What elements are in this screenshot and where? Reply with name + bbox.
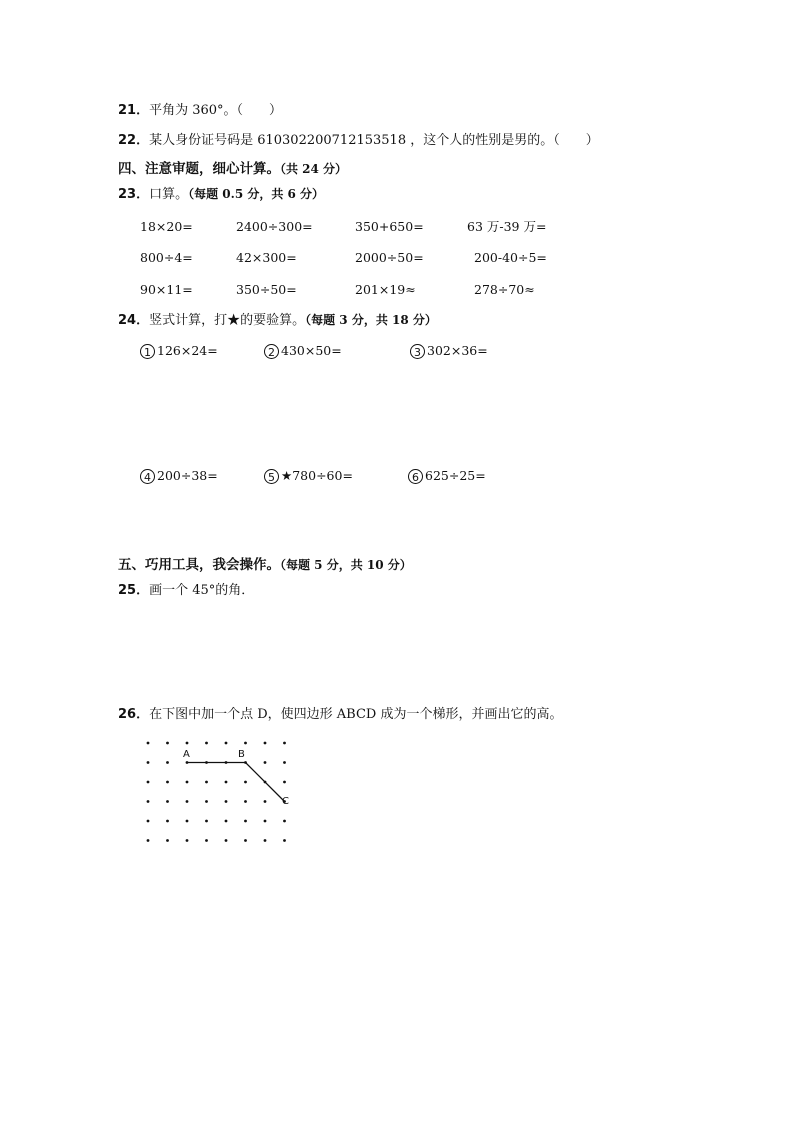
grid-dot [166, 781, 169, 784]
question-title: 口算。 [149, 187, 189, 202]
grid-dot [166, 761, 169, 764]
grid-dot [166, 800, 169, 803]
dot-grid-figure [140, 734, 310, 854]
grid-dot [283, 742, 286, 745]
mental-math-item: 200-40÷5= [474, 250, 547, 265]
calc-expr: 302×36= [427, 343, 488, 358]
calc-item [408, 468, 486, 484]
mental-math-item: 201×19≈ [355, 282, 416, 297]
mental-math-item: 350÷50= [236, 282, 297, 297]
grid-dot [147, 820, 150, 823]
question-25 [118, 582, 254, 600]
grid-dot [225, 820, 228, 823]
circled-number: 3 [410, 344, 425, 359]
circled-number: 4 [140, 469, 155, 484]
circled-number: 2 [264, 344, 279, 359]
calc-item [140, 343, 218, 359]
section-points: （共 24 分） [280, 162, 348, 176]
grid-dot [166, 742, 169, 745]
grid-dot [244, 742, 247, 745]
grid-dot [147, 761, 150, 764]
question-text: 某人身份证号码是 610302200712153518 ，这个人的性别是男的。（ ） [149, 133, 599, 148]
mental-math-item: 90×11= [140, 282, 193, 297]
question-text: 画一个 45°的角． [149, 583, 255, 598]
calc-expr: 200÷38= [157, 468, 218, 483]
point-label-c: C [282, 796, 289, 807]
grid-dot [264, 839, 267, 842]
grid-dot [186, 742, 189, 745]
grid-dot [166, 839, 169, 842]
circled-number: 5 [264, 469, 279, 484]
circled-number: 1 [140, 344, 155, 359]
section-points: （每题 5 分，共 10 分） [280, 558, 412, 572]
grid-dot [147, 742, 150, 745]
grid-dot [283, 820, 286, 823]
grid-dot [186, 800, 189, 803]
calc-expr: ★780÷60= [281, 468, 353, 483]
question-22 [118, 132, 599, 150]
grid-dot [244, 839, 247, 842]
mental-math-item: 350+650= [355, 219, 424, 234]
dot-grid [140, 734, 310, 854]
question-23 [118, 185, 324, 204]
question-text: 平角为 360°。（ ） [149, 103, 283, 118]
mental-math-item: 63 万-39 万= [467, 219, 547, 234]
question-number: 25． [118, 583, 150, 598]
grid-dot [225, 742, 228, 745]
grid-dot [244, 800, 247, 803]
point-label-a: A [183, 749, 190, 760]
grid-dot [264, 761, 267, 764]
question-points: （每题 3 分，共 18 分） [305, 313, 437, 327]
mental-math-item: 278÷70≈ [474, 282, 535, 297]
mental-math-item: 2000÷50= [355, 250, 424, 265]
question-points: （每题 0.5 分，共 6 分） [188, 187, 325, 201]
mental-math-item: 2400÷300= [236, 219, 313, 234]
grid-dot [244, 781, 247, 784]
grid-dot [186, 820, 189, 823]
section-title: 四、注意审题，细心计算。 [118, 161, 280, 177]
section-5-heading [118, 556, 412, 575]
calc-item [140, 468, 218, 484]
grid-dot [205, 742, 208, 745]
grid-dot [147, 800, 150, 803]
grid-dot [283, 839, 286, 842]
segment-abc [187, 763, 285, 802]
grid-dot [205, 781, 208, 784]
grid-dot [283, 761, 286, 764]
point-label-b: B [238, 749, 245, 760]
grid-dot [166, 820, 169, 823]
calc-item [264, 343, 342, 359]
question-26 [118, 706, 562, 724]
mental-math-item: 800÷4= [140, 250, 193, 265]
grid-dot [264, 742, 267, 745]
calc-item [264, 468, 353, 484]
grid-dot [283, 781, 286, 784]
grid-dot [225, 800, 228, 803]
grid-dot [186, 781, 189, 784]
calc-expr: 430×50= [281, 343, 342, 358]
question-24 [118, 311, 437, 330]
grid-dot [186, 839, 189, 842]
section-4-heading [118, 160, 347, 179]
calc-item [410, 343, 488, 359]
grid-dot [147, 781, 150, 784]
grid-dot [205, 800, 208, 803]
question-number: 21． [118, 103, 150, 118]
question-title: 竖式计算，打★的要验算。 [149, 313, 306, 328]
calc-expr: 625÷25= [425, 468, 486, 483]
question-21 [118, 102, 282, 120]
mental-math-item: 42×300= [236, 250, 297, 265]
question-number: 23． [118, 187, 150, 202]
question-number: 24． [118, 313, 150, 328]
grid-dot [205, 820, 208, 823]
grid-dot [225, 839, 228, 842]
grid-dot [225, 781, 228, 784]
question-number: 22． [118, 133, 150, 148]
question-number: 26． [118, 707, 150, 722]
mental-math-item: 18×20= [140, 219, 193, 234]
circled-number: 6 [408, 469, 423, 484]
section-title: 五、巧用工具，我会操作。 [118, 557, 280, 573]
grid-dot [244, 820, 247, 823]
question-text: 在下图中加一个点 D，使四边形 ABCD 成为一个梯形，并画出它的高。 [149, 707, 563, 722]
calc-expr: 126×24= [157, 343, 218, 358]
grid-dot [264, 820, 267, 823]
grid-dot [147, 839, 150, 842]
grid-dot [264, 800, 267, 803]
grid-dot [205, 839, 208, 842]
